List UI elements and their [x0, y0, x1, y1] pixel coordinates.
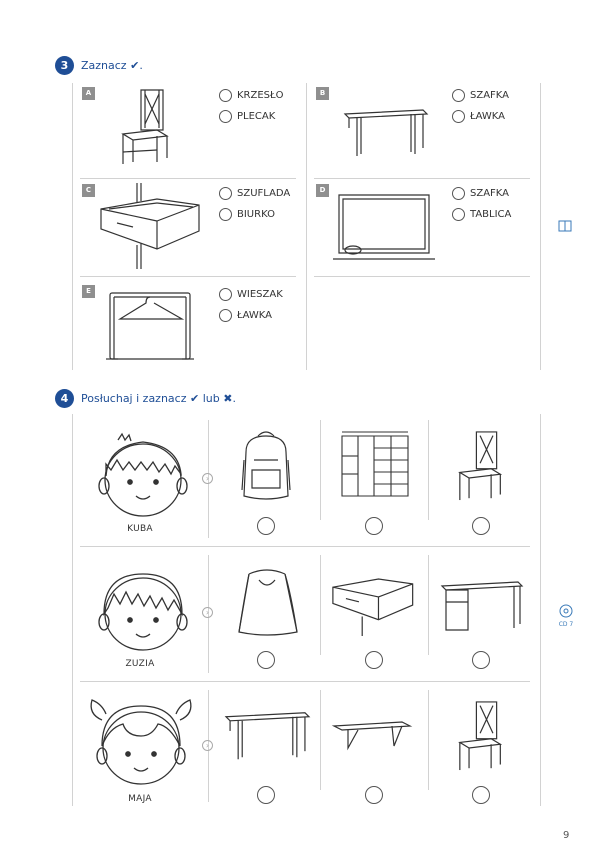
- answer-circle[interactable]: [472, 517, 490, 535]
- item-a-letter: A: [82, 87, 95, 100]
- grid-line: [80, 681, 530, 682]
- boy-face-picture: [96, 432, 190, 518]
- arrow-icon: ›: [202, 607, 213, 618]
- grid-line: [320, 420, 321, 520]
- option-label: ŁAWKA: [237, 310, 273, 321]
- grid-line: [314, 276, 530, 277]
- cd-icon: [559, 604, 573, 618]
- grid-line: [314, 178, 530, 179]
- item-d-option-1[interactable]: [452, 187, 509, 200]
- grid-line: [306, 83, 307, 370]
- arrow-icon: ›: [202, 473, 213, 484]
- desk-picture: [440, 580, 524, 634]
- option-label: TABLICA: [470, 209, 512, 220]
- answer-circle[interactable]: [219, 110, 232, 123]
- answer-circle[interactable]: [452, 89, 465, 102]
- shelf-cabinet-picture: [340, 430, 410, 500]
- option-label: SZAFKA: [470, 90, 510, 101]
- backpack-picture: [240, 430, 292, 502]
- check-icon: ✔: [130, 59, 140, 72]
- task-3-instruction: [81, 59, 143, 72]
- item-b-option-1[interactable]: [452, 89, 509, 102]
- drawer-picture: [99, 183, 204, 269]
- chair-picture: [121, 88, 171, 166]
- task-4-number: 4: [55, 389, 74, 408]
- task-4-period: .: [232, 392, 236, 405]
- answer-circle[interactable]: [219, 208, 232, 221]
- grid-line: [320, 690, 321, 790]
- grid-line: [72, 83, 73, 370]
- bench-picture: [343, 108, 428, 158]
- answer-circle[interactable]: [365, 517, 383, 535]
- grid-line: [428, 420, 429, 520]
- task-3-number: 3: [55, 56, 74, 75]
- check-icon: ✔: [190, 392, 200, 405]
- answer-circle[interactable]: [452, 110, 465, 123]
- child-name-maja: MAJA: [128, 794, 152, 804]
- item-c-option-2[interactable]: [219, 208, 275, 221]
- task-3-instruction-text: Zaznacz: [81, 59, 127, 72]
- item-e-letter: E: [82, 285, 95, 298]
- answer-circle[interactable]: [365, 651, 383, 669]
- answer-circle[interactable]: [452, 187, 465, 200]
- grid-line: [72, 414, 73, 806]
- grid-line: [320, 555, 321, 655]
- item-e-option-1[interactable]: [219, 288, 283, 301]
- book-icon: [558, 220, 572, 232]
- grid-line: [80, 546, 530, 547]
- drawstring-bag-picture: [235, 566, 301, 638]
- item-c-option-1[interactable]: [219, 187, 290, 200]
- task-4-or: lub: [202, 392, 220, 405]
- grid-line: [540, 83, 541, 370]
- option-label: PLECAK: [237, 111, 276, 122]
- answer-circle[interactable]: [219, 288, 232, 301]
- item-a-option-2[interactable]: [219, 110, 275, 123]
- option-label: SZUFLADA: [237, 188, 291, 199]
- bench-picture: [224, 710, 310, 762]
- cross-icon: ✖: [223, 392, 233, 405]
- option-label: BIURKO: [237, 209, 275, 220]
- option-label: SZAFKA: [470, 188, 510, 199]
- girl-with-pigtails-face-picture: [88, 696, 194, 786]
- grid-line: [540, 414, 541, 806]
- drawer-picture: [328, 566, 420, 636]
- blackboard-picture: [333, 193, 435, 263]
- girl-face-picture: [96, 566, 190, 652]
- wall-shelf-picture: [332, 720, 412, 758]
- cd-track-label: CD 7: [558, 621, 574, 628]
- item-d-option-2[interactable]: [452, 208, 511, 221]
- answer-circle[interactable]: [257, 651, 275, 669]
- answer-circle[interactable]: [365, 786, 383, 804]
- clothes-rack-picture: [106, 287, 196, 365]
- answer-circle[interactable]: [219, 309, 232, 322]
- chair-picture: [458, 430, 504, 502]
- answer-circle[interactable]: [219, 89, 232, 102]
- grid-line: [80, 276, 296, 277]
- answer-circle[interactable]: [219, 187, 232, 200]
- grid-line: [80, 178, 296, 179]
- chair-picture: [458, 700, 504, 772]
- page-number: 9: [563, 830, 570, 841]
- answer-circle[interactable]: [452, 208, 465, 221]
- option-label: WIESZAK: [237, 289, 283, 300]
- item-b-option-2[interactable]: [452, 110, 505, 123]
- child-name-kuba: KUBA: [127, 524, 153, 534]
- task-4-instruction: [81, 392, 236, 405]
- task-4-instruction-text: Posłuchaj i zaznacz: [81, 392, 187, 405]
- grid-line: [428, 690, 429, 790]
- answer-circle[interactable]: [472, 651, 490, 669]
- answer-circle[interactable]: [257, 786, 275, 804]
- arrow-icon: ›: [202, 740, 213, 751]
- option-label: ŁAWKA: [470, 111, 506, 122]
- item-e-option-2[interactable]: [219, 309, 272, 322]
- task-3-period: .: [139, 59, 143, 72]
- answer-circle[interactable]: [472, 786, 490, 804]
- item-a-option-1[interactable]: [219, 89, 284, 102]
- item-b-letter: B: [316, 87, 329, 100]
- item-c-letter: C: [82, 184, 95, 197]
- child-name-zuzia: ZUZIA: [125, 659, 155, 669]
- option-label: KRZESŁO: [237, 90, 284, 101]
- grid-line: [428, 555, 429, 655]
- item-d-letter: D: [316, 184, 329, 197]
- answer-circle[interactable]: [257, 517, 275, 535]
